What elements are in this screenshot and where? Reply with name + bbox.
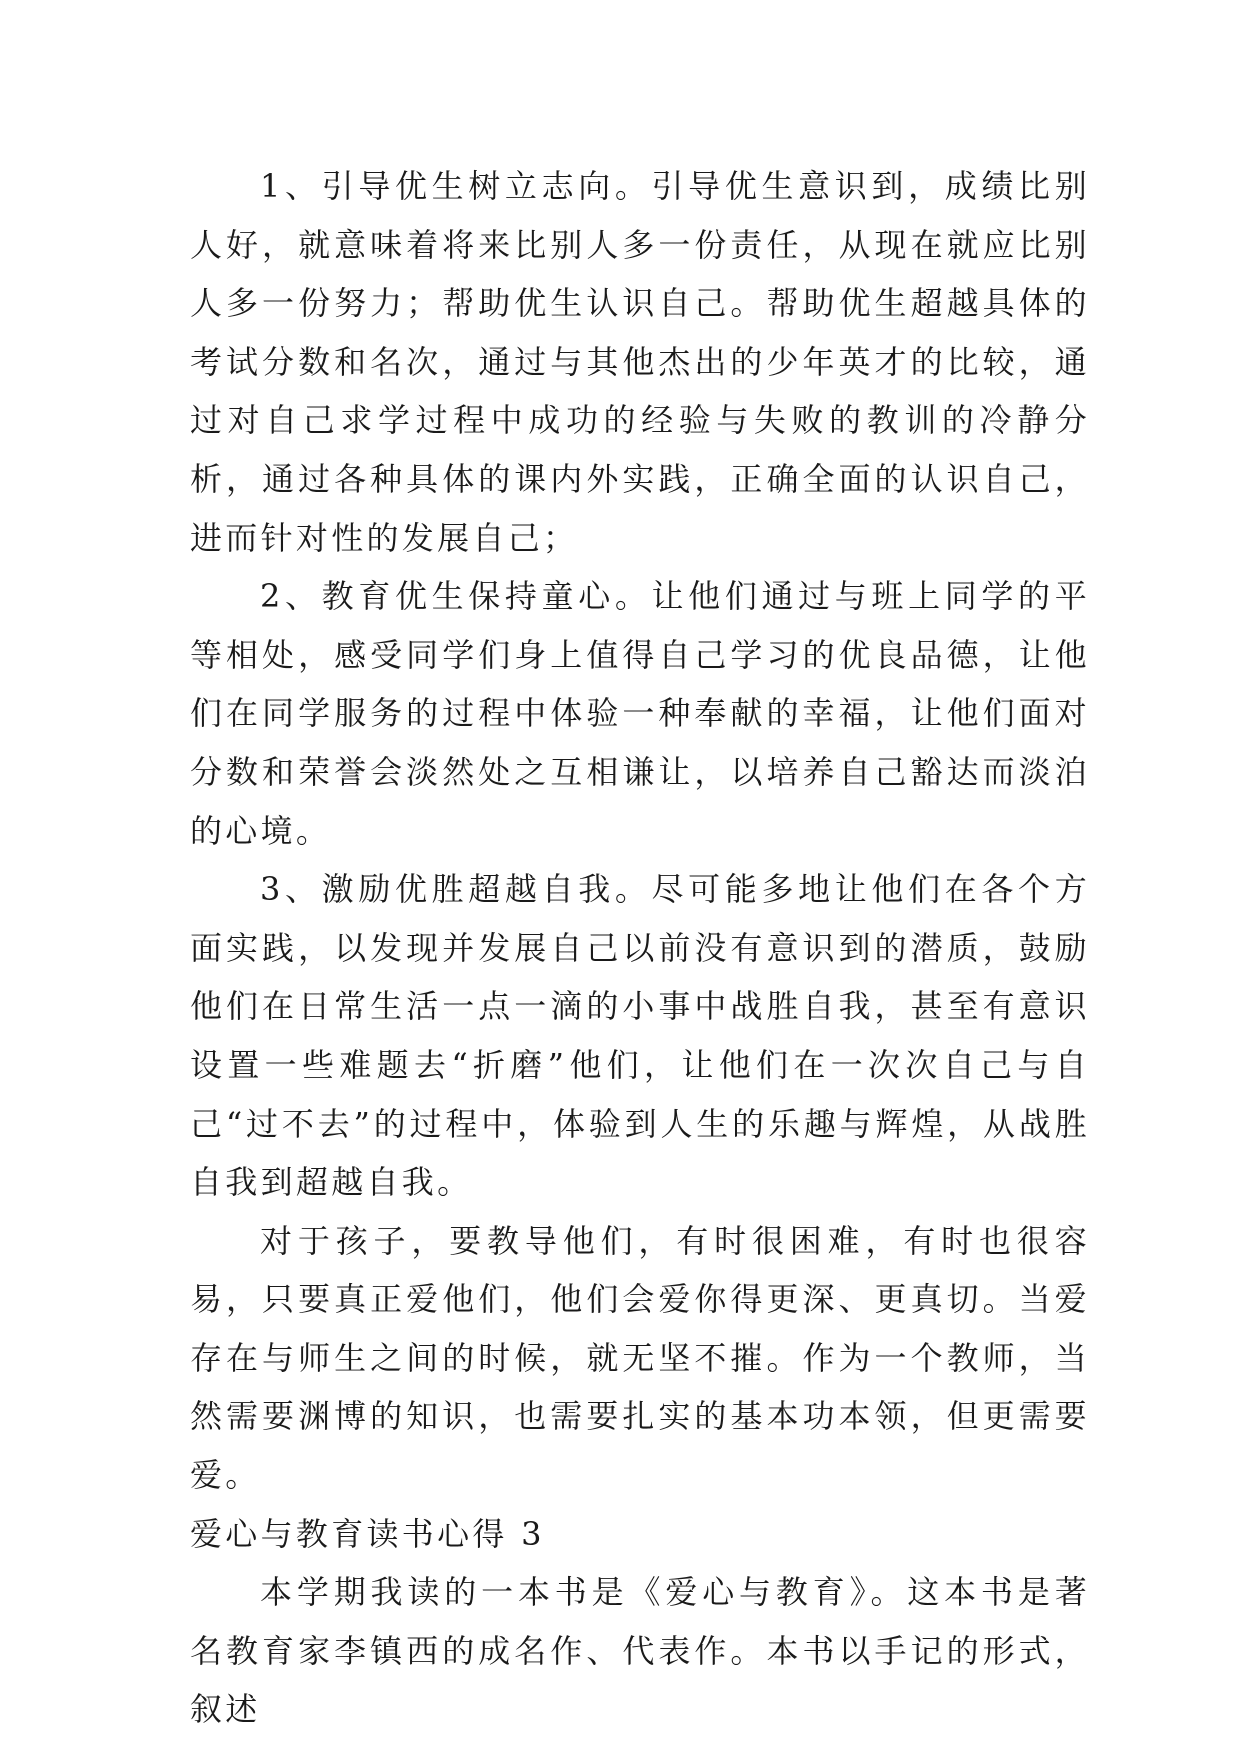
paragraph-keep-childlike-heart: 2、教育优生保持童心。让他们通过与班上同学的平等相处，感受同学们身上值得自己学习的优良品德，让他们在同学服务的过程中体验一种奉献的幸福，让他们面对分数和荣誉会淡然处之互相谦让，以培养自己豁达而淡泊的心境。 [190, 577, 1090, 850]
paragraph-teaching-with-love: 对于孩子，要教导他们，有时很困难，有时也很容易，只要真正爱他们，他们会爱你得更深、更真切。当爱存在与师生之间的时候，就无坚不摧。作为一个教师，当然需要渊博的知识，也需要扎实的基本功本领，但更需要爱。 [190, 1221, 1090, 1495]
paragraph-book-intro: 本学期我读的一本书是《爱心与教育》。这本书是著名教育家李镇西的成名作、代表作。本书以手记的形式，叙述 [190, 1573, 1090, 1729]
document-body [190, 157, 1090, 1739]
paragraph-guide-top-students: 1、引导优生树立志向。引导优生意识到，成绩比别人好，就意味着将来比别人多一份责任，从现在就应比别人多一份努力；帮助优生认识自己。帮助优生超越具体的考试分数和名次，通过与其他杰出的少年英才的比较，通过对自己求学过程中成功的经验与失败的教训的冷静分析，通过各种具体的课内外实践，正确全面的认识自己，进而针对性的发展自己； [190, 167, 1090, 557]
section-heading: 爱心与教育读书心得 3 [190, 1514, 545, 1553]
paragraph-surpass-self: 3、激励优胜超越自我。尽可能多地让他们在各个方面实践，以发现并发展自己以前没有意识到的潜质，鼓励他们在日常生活一点一滴的小事中战胜自我，甚至有意识设置一些难题去“折磨”他们，让他们在一次次自己与自己“过不去”的过程中，体验到人生的乐趣与辉煌，从战胜自我到超越自我。 [190, 870, 1090, 1202]
